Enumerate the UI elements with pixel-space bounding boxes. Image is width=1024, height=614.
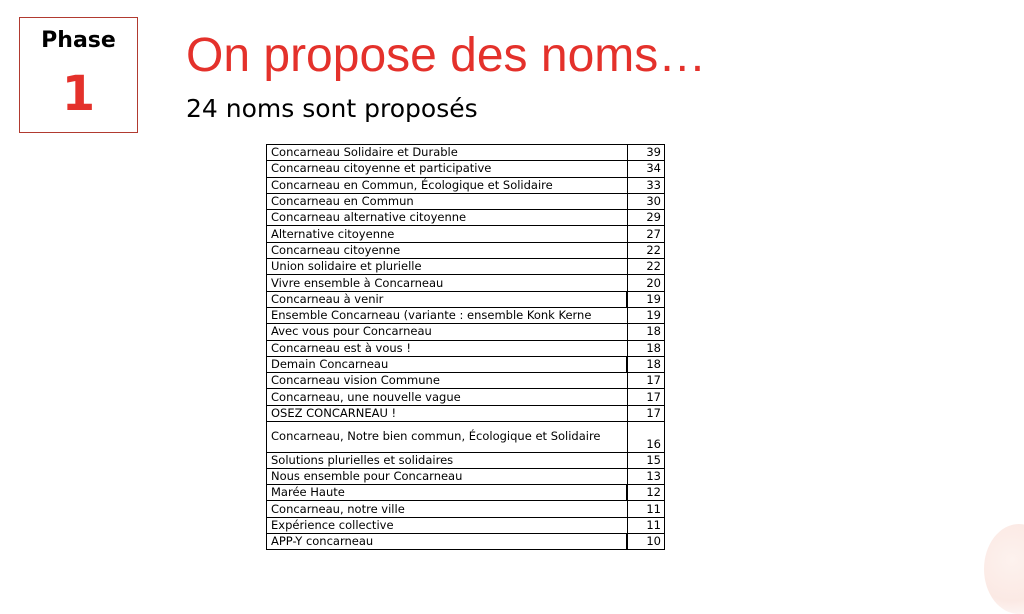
row-name: Expérience collective [267,517,628,533]
phase-number: 1 [61,66,96,122]
row-count: 22 [628,242,665,258]
table-row [267,259,665,275]
row-count: 27 [628,226,665,242]
table-row [267,534,665,550]
row-count: 30 [628,193,665,209]
row-name: Concarneau est à vous ! [267,340,628,356]
table-row [267,452,665,468]
row-count: 29 [628,210,665,226]
row-name: Concarneau alternative citoyenne [267,210,628,226]
row-count: 12 [628,485,665,501]
row-name: Concarneau citoyenne et participative [267,161,628,177]
table-row [267,468,665,484]
table-row [267,501,665,517]
row-count: 18 [628,340,665,356]
row-name: Concarneau, une nouvelle vague [267,389,628,405]
row-count: 13 [628,468,665,484]
table-row [267,307,665,323]
row-count: 16 [628,422,665,453]
phase-label: Phase [41,28,116,53]
row-count: 18 [628,356,665,372]
row-count: 18 [628,324,665,340]
row-name: Avec vous pour Concarneau [267,324,628,340]
row-name: Solutions plurielles et solidaires [267,452,628,468]
row-count: 15 [628,452,665,468]
row-count: 34 [628,161,665,177]
table-row [267,389,665,405]
table-row [267,291,665,307]
row-count: 17 [628,389,665,405]
row-name: Concarneau à venir [267,291,628,307]
table-row [267,210,665,226]
table-row [267,177,665,193]
names-table-wrapper [266,144,665,550]
table-row [267,517,665,533]
table-row [267,193,665,209]
row-name: Ensemble Concarneau (variante : ensemble Konk Kerne [267,307,628,323]
row-count: 22 [628,259,665,275]
table-row [267,485,665,501]
row-count: 33 [628,177,665,193]
table-row [267,373,665,389]
row-name: Vivre ensemble à Concarneau [267,275,628,291]
row-name: Concarneau, notre ville [267,501,628,517]
slide-subtitle: 24 noms sont proposés [186,94,478,123]
row-name: Concarneau vision Commune [267,373,628,389]
row-count: 19 [628,307,665,323]
row-name: Concarneau en Commun, Écologique et Solidaire [267,177,628,193]
row-name: Concarneau, Notre bien commun, Écologique et Solidaire [267,422,628,453]
table-row [267,242,665,258]
row-count: 11 [628,517,665,533]
table-row [267,340,665,356]
row-count: 11 [628,501,665,517]
table-row [267,324,665,340]
row-count: 19 [628,291,665,307]
table-row [267,405,665,421]
table-row [267,275,665,291]
row-name: Concarneau en Commun [267,193,628,209]
table-row [267,161,665,177]
row-name: Alternative citoyenne [267,226,628,242]
row-name: Nous ensemble pour Concarneau [267,468,628,484]
row-count: 10 [628,534,665,550]
row-name: Union solidaire et plurielle [267,259,628,275]
row-count: 39 [628,145,665,161]
row-name: Demain Concarneau [267,356,628,372]
row-name: Concarneau Solidaire et Durable [267,145,628,161]
table-row [267,226,665,242]
corner-decoration [984,524,1024,614]
table-row [267,422,665,453]
names-table [266,144,665,550]
row-count: 20 [628,275,665,291]
table-row [267,145,665,161]
table-row [267,356,665,372]
row-name: APP-Y concarneau [267,534,628,550]
row-count: 17 [628,373,665,389]
row-name: OSEZ CONCARNEAU ! [267,405,628,421]
row-name: Marée Haute [267,485,628,501]
phase-box [19,17,138,133]
row-name: Concarneau citoyenne [267,242,628,258]
slide-title: On propose des noms… [186,29,707,82]
row-count: 17 [628,405,665,421]
